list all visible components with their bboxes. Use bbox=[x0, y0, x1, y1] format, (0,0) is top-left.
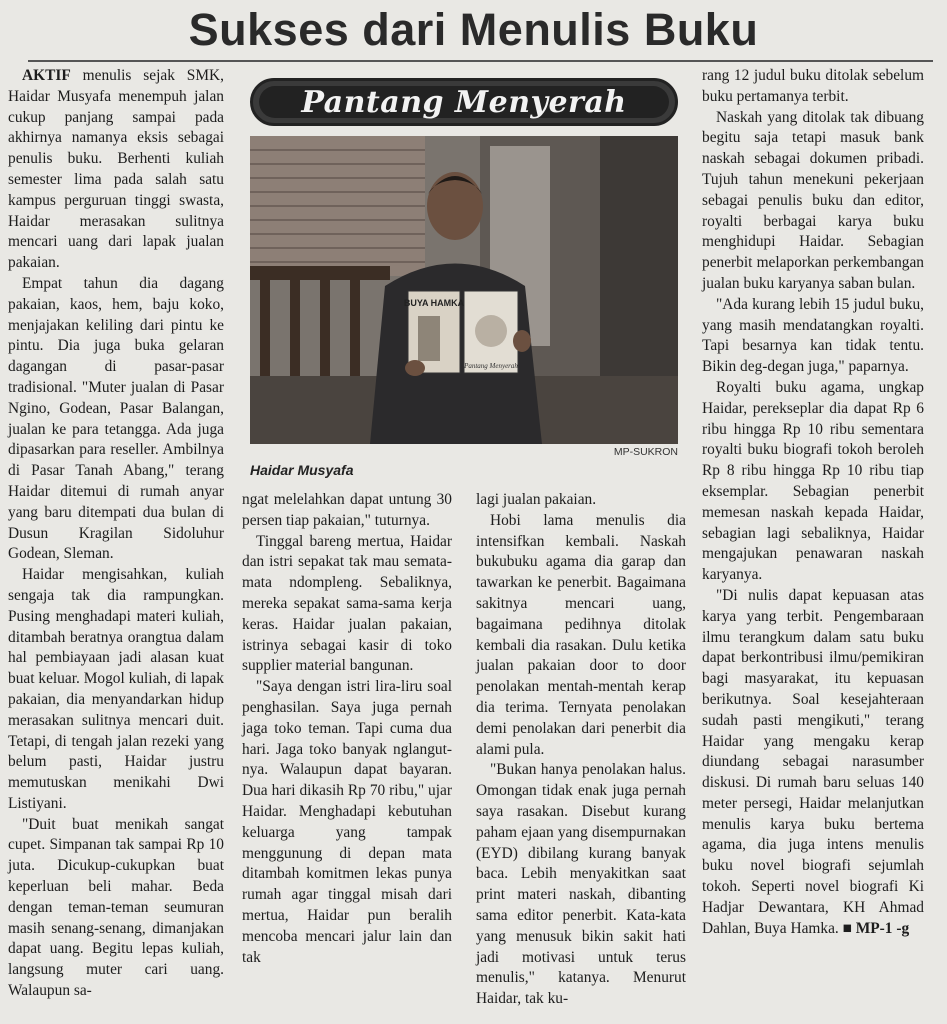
paragraph: Haidar mengisahkan, kuliah sengaja tak dia rampungkan. Pusing menghadapi materi kuliah, ditambah beratnya orangtua dalam hal pembiayaan jadi alasan kuat buat keluar. Mogol kuliah, di lapak pakaian, dia menyandarkan hidup merasakan sulitnya mencari duit. Tetapi, di tengah jalan rezeki yang belum pasti, Haidar justru memutuskan menikahi Dwi Listiyani. bbox=[8, 566, 224, 812]
person-head bbox=[427, 172, 483, 240]
article-column-1 bbox=[8, 66, 224, 1002]
banner-inner bbox=[259, 86, 669, 118]
paragraph bbox=[702, 586, 924, 940]
paragraph-text: menulis sejak SMK, Haidar Musyafa menempuh jalan cukup panjang sampai pada akhirnya namanya eksis sebagai penulis buku. Berhenti kuliah semester lima pada salah satu kampus perguruan tinggi swasta, Haidar merasakan sulitnya mencari uang dari lapak jualan pakaian. bbox=[8, 67, 224, 272]
article-column-4 bbox=[702, 66, 924, 939]
person-hand-left bbox=[405, 360, 425, 376]
end-mark: ■ MP-1 -g bbox=[838, 919, 910, 937]
paragraph: lagi jualan pakaian. bbox=[476, 491, 597, 508]
paragraph: Naskah yang ditolak tak dibuang begitu saja tetapi masuk bank naskah sebagai dokumen pribadi. Tujuh tahun menekuni pekerjaan sebagai penulis buku dan editor, royalti berbagai karya buku menghidupi Haidar. Sebagian penerbit melaporkan perkembangan jualan buku karyanya saban bulan. bbox=[702, 108, 924, 292]
paragraph-text: "Di nulis dapat kepuasan atas karya yang terbit. Pengembaraan ilmu terangkum dalam satu buku dapat berkontribusi ilmu/pemikiran bagi masyarakat, itu kepuasan berikutnya. Soal kesejahteraan sudah pasti mengikuti," terang Haidar yang mengaku kerap diundang sebagai narasumber diskusi. Di rumah baru seluas 140 meter persegi, Haidar melanjutkan menulis karya buku bertema agama, dia juga intens menulis buku novel biografi sejumlah tokoh. Seperti novel biografi Ki Hadjar Dewantara, KH Ahmad Dahlan, Buya Hamka. bbox=[702, 586, 924, 937]
section-banner bbox=[250, 78, 678, 126]
paragraph: Hobi lama menulis dia intensifkan kembali. Naskah bukubuku agama dia garap dan tawarkan ke penerbit. Bagaimana sakitnya mencari uang, bagaimana pedihnya ditolak kembali dia rasakan. Dulu ketika jualan pakaian door to door penolakan mentah-mentah kerap dia terima. Ternyata penolakan demi penolakan dari penerbit dia alami pula. bbox=[476, 511, 686, 758]
paragraph bbox=[8, 66, 224, 274]
photo-credit: MP-SUKRON bbox=[613, 446, 678, 458]
paragraph: Royalti buku agama, ungkap Haidar, perekseplar dia dapat Rp 6 ribu hingga Rp 10 ribu sementara royalti buku biografi tokoh beroleh Rp 8 ribu hingga Rp 10 ribu tiap eksemplar. Sebagian penerbit memesan naskah kepada Haidar, sebagian lagi sebaliknya, Haidar mengajukan penawaran naskah karyanya. bbox=[702, 378, 924, 584]
article-photo bbox=[250, 136, 678, 444]
paragraph: Empat tahun dia dagang pakaian, kaos, hem, baju koko, menjajakan keliling dari pintu ke pintu. Dia juga buka gelaran dagangan di pasar-pasar tradisional. "Muter jualan di Pasar Ngino, Godean, Pasar Balangan, jualan ke para tetangga. Ada juga dipasarkan para reseller. Ambilnya di Pasar Tanah Abang," terang Haidar ditemui di rumah anyar yang baru ditempati dua bulan di Dusun Kragilan Sidoluhur Godean, Sleman. bbox=[8, 274, 224, 563]
photo-illustration bbox=[250, 136, 678, 444]
book-right-figure bbox=[475, 315, 507, 347]
article-column-2 bbox=[242, 490, 452, 968]
headline: Sukses dari Menulis Buku bbox=[188, 4, 759, 55]
paragraph: "Ada kurang lebih 15 judul buku, yang masih mendatangkan royalti. Tapi besarnya kan tidak tentu. Bikin deg-degan juga," paparnya. bbox=[702, 295, 924, 376]
headline-rule bbox=[28, 60, 933, 62]
paragraph: Tinggal bareng mertua, Haidar dan istri sepakat tak mau semata-mata ndompleng. Sebaliknya, mereka sepakat sama-sama kerja keras. Haidar jualan pakaian, istrinya sebagai kasir di toko supplier material bangunan. bbox=[242, 532, 452, 675]
paragraph: rang 12 judul buku ditolak sebelum buku pertamanya terbit. bbox=[702, 67, 924, 105]
person-hand-right bbox=[513, 330, 531, 352]
banner-title: Pantang Menyerah bbox=[301, 84, 627, 120]
lead-word: AKTIF bbox=[22, 67, 71, 84]
paragraph: "Bukan hanya penolakan halus. Omongan tidak enak juga pernah saya rasakan. Disebut kurang paham ejaan yang disempurnakan (EYD) dibilang kurang banyak baca. Lebih menyakitkan saat print materi naskah, dibanting sama editor penerbit. Kata-kata yang menusuk bikin sakit hati jadi motivasi untuk terus menulis," katanya. Menurut Haidar, tak ku- bbox=[476, 761, 686, 1008]
paragraph: "Duit buat menikah sangat cupet. Simpanan tak sampai Rp 10 juta. Dicukup-cukupkan buat keperluan beli mahar. Beda dengan teman-teman seumuran masih senang-senang, dimanjakan dapat uang. Begitu lepas kuliah, langsung muter cari uang. Walaupun sa- bbox=[8, 815, 224, 1000]
railing-top bbox=[250, 266, 390, 280]
book-right-title: Pantang Menyerah bbox=[464, 362, 518, 370]
photo-caption: Haidar Musyafa bbox=[250, 462, 354, 478]
paragraph: "Saya dengan istri lira-liru soal penghasilan. Saya juga pernah jaga toko teman. Tapi cuma dua hari. Jaga toko banyak nglangut-nya. Walaupun dapat bayaran. Dua hari dikasih Rp 70 ribu," ujar Haidar. Menghadapi kebutuhan keluarga yang tampak menggunung di depan mata ditambah komitmen lekas punya rumah agar tinggal misah dari mertua, Haidar pun beralih mencoba mencari jalur lain dan tak bbox=[242, 678, 452, 966]
paragraph: ngat melelahkan dapat untung 30 persen tiap pakaian," tuturnya. bbox=[242, 491, 452, 529]
article-column-3 bbox=[476, 490, 686, 1010]
book-left-title: BUYA HAMKA bbox=[403, 298, 465, 308]
book-left-figure bbox=[418, 316, 440, 361]
